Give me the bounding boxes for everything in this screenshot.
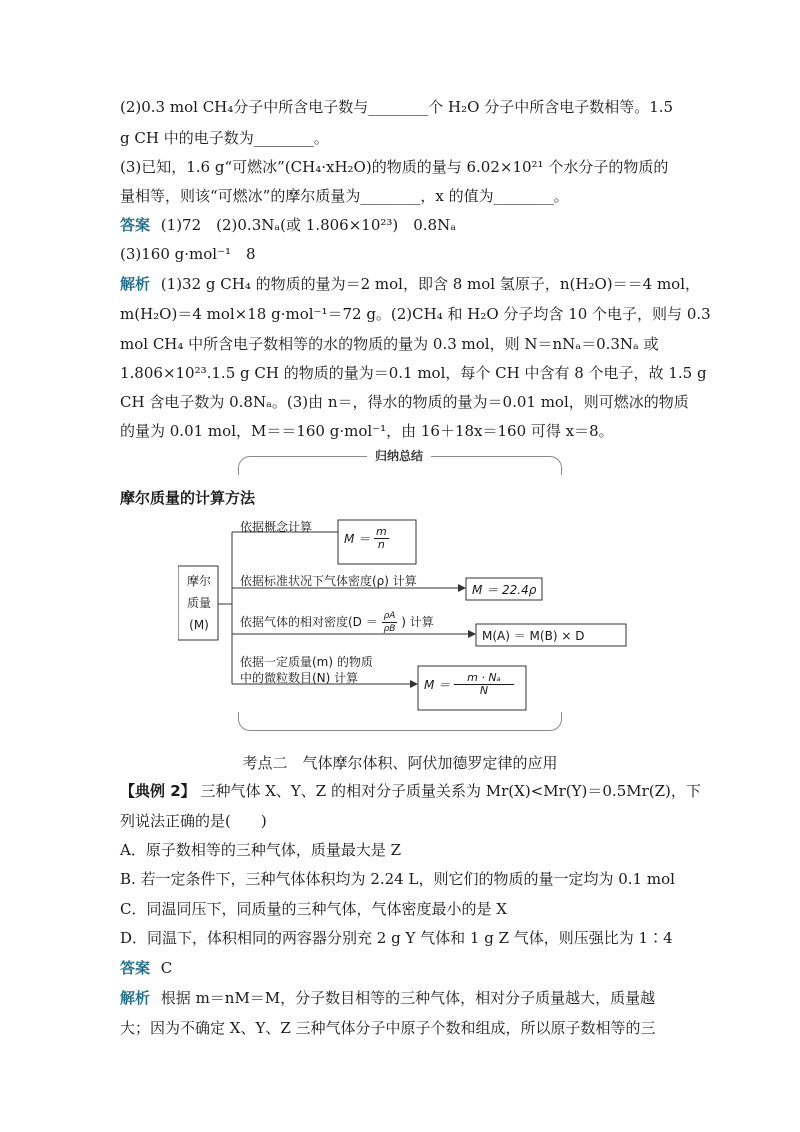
example-line-1 [120,781,701,801]
summary-bracket-bottom [238,712,562,731]
answer-text-1: (1)72 (2)0.3Nₐ(或 1.806×10²³) 0.8Nₐ [160,216,457,234]
answer-label: 答案 [120,216,151,234]
example-question-1: 三种气体 X、Y、Z 的相对分子质量关系为 Mr(X)<Mr(Y)＝0.5Mr(Z)，下 [200,782,701,800]
analysis-label: 解析 [120,275,151,293]
option-c: C．同温同压下，同质量的三种气体，气体密度最小的是 X [120,900,507,918]
question-line-1: (2)0.3 mol CH₄分子中所含电子数与________个 H₂O 分子中所含电子数相等。1.5 [120,98,674,116]
summary-title-bar [238,446,560,468]
diagram-root: 摩尔 质量 (M) [186,574,211,632]
branch-3-label: 依据气体的相对密度(D ＝ $\frac{\rho A}{\rho B}$ ) 计算 [240,611,434,634]
analysis-line-2: m(H₂O)＝4 mol×18 g·mol⁻¹＝72 g。(2)CH₄ 和 H₂O 分子均含 10 个电子，则与 0.3 [120,305,711,323]
example-line-2: 列说法正确的是( ) [120,812,267,830]
example-label: 【典例 2】 [120,782,196,800]
formula-density: M ＝ 22.4ρ [472,583,537,597]
summary-heading: 摩尔质量的计算方法 [120,489,256,507]
example-analysis-line-2: 大；因为不确定 X、Y、Z 三种气体分子中原子个数和组成，所以原子数相等的三 [120,1019,656,1037]
example-analysis-label: 解析 [120,989,151,1007]
example-answer [120,958,172,978]
answer-line-2: (3)160 g·mol⁻¹ 8 [120,245,256,263]
branch-1-label: 依据概念计算 [240,520,313,534]
formula-concept: M ＝ $\frac{m}{n}$ [344,525,387,551]
example-answer-label: 答案 [120,959,151,977]
example-answer-value: C [160,959,173,977]
branch-4-label: 依据一定质量(m) 的物质 中的微粒数目(N) 计算 [240,655,373,685]
formula-particles: M ＝ $\frac{\text{m · Nₐ}}{N}$ [424,672,514,697]
summary-title: 归纳总结 [238,447,560,464]
branch-2-label: 依据标准状况下气体密度(ρ) 计算 [240,574,417,588]
analysis-line-1 [120,274,700,294]
analysis-text-1: (1)32 g CH₄ 的物质的量为＝2 mol，即含 8 mol 氢原子，n(H₂O)＝＝4 mol， [160,275,700,293]
option-b: B. 若一定条件下，三种气体体积均为 2.24 L，则它们的物质的量一定均为 0.1 mol [120,870,675,888]
question-line-2: g CH 中的电子数为________。 [120,129,329,147]
formula-relative-density: M(A) ＝ M(B) × D [482,629,585,643]
option-d: D．同温下，体积相同的两容器分别充 2 g Y 气体和 1 g Z 气体，则压强比为 1∶4 [120,929,673,947]
question-line-4: 量相等，则该“可燃冰”的摩尔质量为________，x 的值为________。 [120,187,569,205]
example-analysis-text-1: 根据 m＝nM＝M，分子数目相等的三种气体，相对分子质量越大，质量越 [160,989,656,1007]
analysis-line-6: 的量为 0.01 mol，M＝＝160 g·mol⁻¹，由 16＋18x＝160 可得 x＝8。 [120,422,614,440]
example-analysis-line-1 [120,988,655,1008]
answer-line-1 [120,215,456,235]
option-a: A．原子数相等的三种气体，质量最大是 Z [120,841,402,859]
question-line-3: (3)已知，1.6 g“可燃冰”(CH₄·xH₂O)的物质的量与 6.02×10²¹ 个水分子的物质的 [120,158,669,176]
section-title: 考点二 气体摩尔体积、阿伏加德罗定律的应用 [242,754,558,772]
molar-mass-diagram [178,516,638,716]
analysis-line-3: mol CH₄ 中所含电子数相等的水的物质的量为 0.3 mol，则 N＝nNₐ＝0.3Nₐ 或 [120,335,659,353]
analysis-line-5: CH 含电子数为 0.8Nₐ。(3)由 n＝，得水的物质的量为＝0.01 mol，则可燃冰的物质 [120,393,689,411]
analysis-line-4: 1.806×10²³.1.5 g CH 的物质的量为＝0.1 mol，每个 CH 中含有 8 个电子，故 1.5 g [120,364,707,382]
